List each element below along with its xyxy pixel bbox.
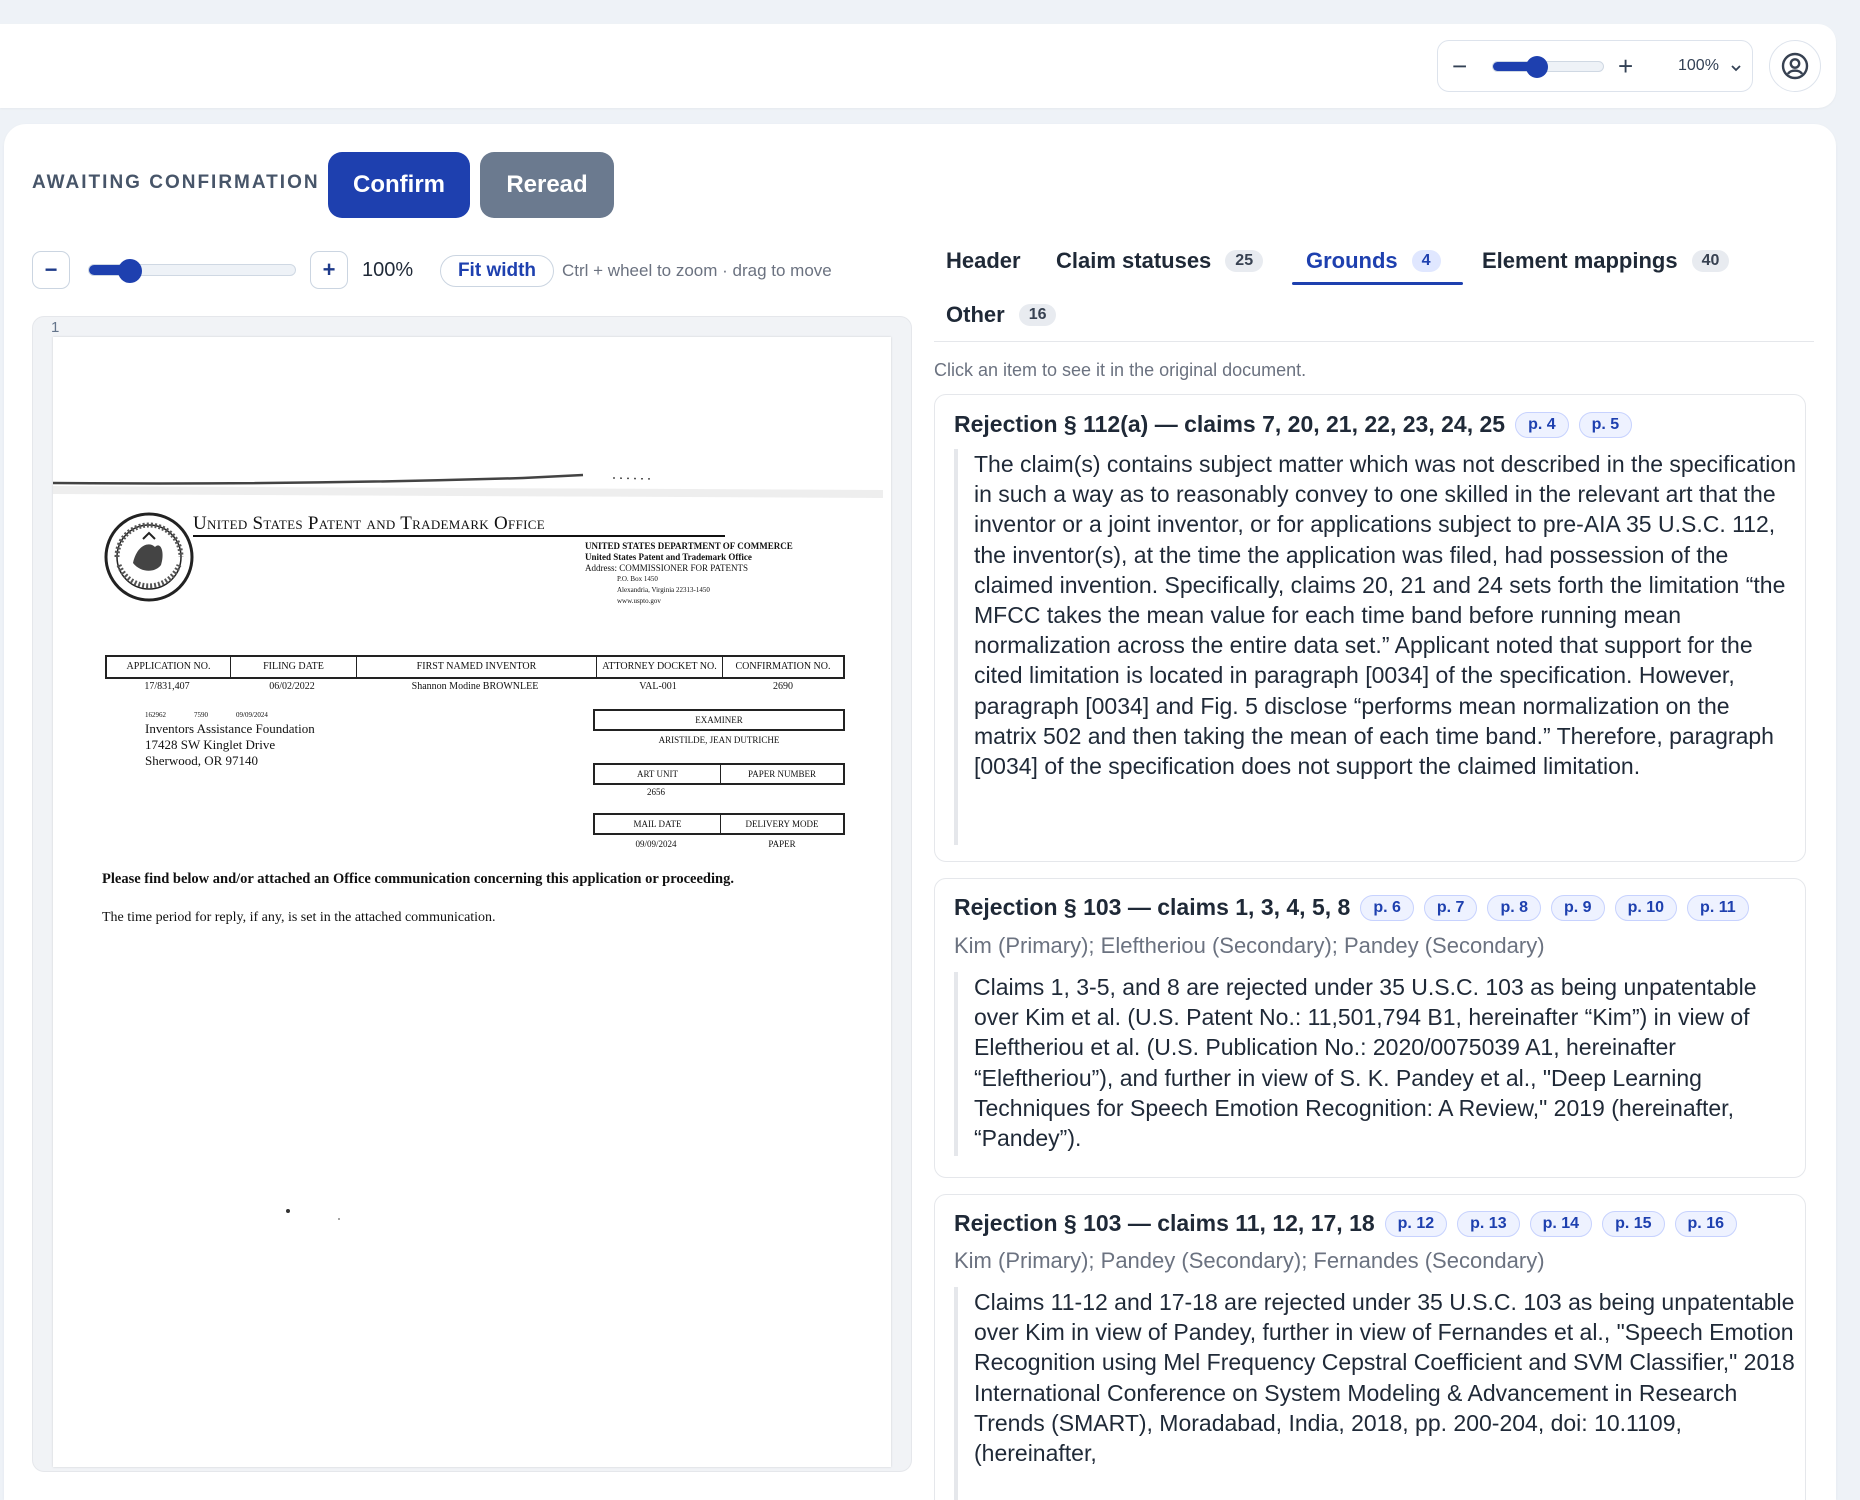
tab-element-mappings[interactable] — [1482, 248, 1729, 274]
mail-code: 7590 — [194, 711, 208, 719]
filing-date: 06/02/2022 — [269, 681, 315, 692]
ground-text: Claims 1, 3-5, and 8 are rejected under 35 U.S.C. 103 as being unpatentable over Kim et al. (U.S. Patent No.: 11,501,794 B1, hereinafter “Kim”) in view of Eleftheriou et al. (U.S. Publication No.: 2020/0075039 A1, hereinafter “Eleftheriou”), and further in view of S. K. Pandey et al., "Deep Learning Techniques for Speech Emotion Recognition: A Review," 2019 (hereinafter, “Pandey”). — [954, 972, 1796, 1156]
ground-title — [954, 411, 1632, 438]
document-page — [53, 337, 891, 1467]
address-line-4: www.uspto.gov — [617, 597, 661, 605]
page-chip[interactable]: p. 7 — [1424, 895, 1478, 921]
page-chip[interactable]: p. 8 — [1487, 895, 1541, 921]
mail-date: 09/09/2024 — [635, 839, 677, 849]
mail-code: 162962 — [145, 711, 166, 719]
application-table-values — [105, 681, 845, 692]
recipient-line: Inventors Assistance Foundation — [145, 721, 315, 736]
viewer-zoom-out-button[interactable]: − — [32, 251, 70, 289]
zoom-out-button[interactable]: − — [1452, 51, 1468, 81]
confirmation-no: 2690 — [773, 681, 793, 692]
tab-grounds[interactable] — [1306, 248, 1441, 274]
scan-artifacts — [53, 337, 891, 1467]
page-chip[interactable]: p. 11 — [1687, 895, 1749, 921]
mail-date-values — [593, 839, 845, 849]
document-viewer[interactable] — [32, 316, 912, 1472]
tab-label: Element mappings — [1482, 248, 1678, 273]
mail-date-label: MAIL DATE — [595, 815, 721, 833]
tab-count-badge: 4 — [1412, 250, 1441, 272]
fit-width-button[interactable]: Fit width — [440, 255, 554, 287]
col-filing-date: FILING DATE — [231, 657, 357, 677]
dept-name: UNITED STATES DEPARTMENT OF COMMERCE — [585, 541, 793, 551]
status-label: AWAITING CONFIRMATION — [32, 172, 320, 193]
recipient-line: Sherwood, OR 97140 — [145, 753, 259, 768]
account-button[interactable] — [1769, 40, 1821, 92]
page-chip[interactable]: p. 10 — [1615, 895, 1677, 921]
art-unit-label: ART UNIT — [595, 765, 721, 783]
recipient-address — [145, 721, 315, 769]
delivery-mode-label: DELIVERY MODE — [745, 819, 819, 829]
mail-code: 09/09/2024 — [236, 711, 268, 719]
address-line-3: Alexandria, Virginia 22313-1450 — [617, 586, 710, 594]
office-name: United States Patent and Trademark Office — [193, 513, 545, 534]
dept-office: United States Patent and Trademark Office — [585, 552, 752, 562]
viewer-zoom-slider[interactable] — [88, 264, 296, 276]
mail-codes — [145, 711, 268, 719]
viewer-hint: Ctrl + wheel to zoom · drag to move — [562, 261, 832, 280]
tab-count-badge: 40 — [1692, 250, 1730, 272]
tabs-divider — [934, 341, 1814, 342]
zoom-level-select[interactable]: 100% — [1678, 57, 1719, 74]
ground-card[interactable] — [934, 394, 1806, 862]
col-application-no: APPLICATION NO. — [107, 657, 231, 677]
art-unit: 2656 — [647, 787, 665, 797]
tab-count-badge: 16 — [1019, 304, 1057, 326]
office-notice: Please find below and/or attached an Office communication concerning this application or proceeding. — [102, 871, 734, 887]
page-number: 1 — [51, 319, 60, 336]
col-docket-no: ATTORNEY DOCKET NO. — [597, 657, 723, 677]
zoom-slider-handle[interactable] — [1526, 56, 1548, 78]
ground-title — [954, 894, 1749, 921]
grounds-list[interactable] — [934, 394, 1816, 1500]
zoom-in-button[interactable]: + — [1618, 51, 1634, 81]
uspto-seal-icon — [103, 511, 195, 603]
page-chip[interactable]: p. 14 — [1530, 1211, 1592, 1237]
address-line-2: P.O. Box 1450 — [617, 575, 658, 583]
chevron-down-icon[interactable] — [1730, 62, 1742, 74]
reread-button[interactable]: Reread — [480, 152, 614, 218]
tab-label: Header — [946, 248, 1021, 273]
page-chip[interactable]: p. 6 — [1360, 895, 1414, 921]
ground-references: Kim (Primary); Pandey (Secondary); Fernandes (Secondary) — [954, 1248, 1545, 1273]
tab-label: Claim statuses — [1056, 248, 1212, 273]
page-chip[interactable]: p. 13 — [1457, 1211, 1519, 1237]
viewer-zoom-in-button[interactable]: + — [310, 251, 348, 289]
delivery-mode: PAPER — [768, 839, 796, 849]
mail-date-box — [593, 813, 845, 835]
application-table-header — [105, 655, 845, 679]
time-period-notice: The time period for reply, if any, is set in the attached communication. — [102, 910, 496, 925]
col-first-inventor: FIRST NAMED INVENTOR — [357, 657, 597, 677]
tab-count-badge: 25 — [1225, 250, 1263, 272]
tab-header[interactable] — [946, 248, 1021, 274]
ground-title — [954, 1210, 1737, 1237]
paper-number-label: PAPER NUMBER — [748, 769, 816, 779]
page-chip[interactable]: p. 4 — [1515, 412, 1569, 438]
viewer-zoom-level: 100% — [362, 259, 414, 281]
art-unit-box — [593, 763, 845, 785]
page-chip[interactable]: p. 5 — [1579, 412, 1633, 438]
docket-no: VAL-001 — [639, 681, 677, 692]
page-chip[interactable]: p. 15 — [1602, 1211, 1664, 1237]
header-rule — [193, 535, 725, 537]
tab-label: Other — [946, 302, 1005, 327]
viewer-zoom-slider-handle[interactable] — [118, 259, 142, 283]
ground-text: Claims 11-12 and 17-18 are rejected under 35 U.S.C. 103 as being unpatentable over Kim in view of Pandey, further in view of Fernandes et al., "Speech Emotion Recognition using Mel Frequency Cepstral Coefficient and SVM Classifier," 2018 International Conference on System Modeling & Advancement in Research Trends (SMART), Moradabad, India, 2018, pp. 200-204, doi: 10.1109, (hereinafter, — [954, 1287, 1796, 1500]
application-no: 17/831,407 — [144, 681, 190, 692]
dept-address — [585, 541, 793, 607]
ground-card[interactable] — [934, 878, 1806, 1178]
user-circle-icon — [1780, 51, 1810, 81]
click-hint: Click an item to see it in the original document. — [934, 360, 1307, 380]
page-chip[interactable]: p. 9 — [1551, 895, 1605, 921]
tab-label: Grounds — [1306, 248, 1398, 273]
active-tab-indicator — [1292, 282, 1463, 285]
review-panel — [4, 124, 1836, 1500]
confirm-button[interactable]: Confirm — [328, 152, 470, 218]
ground-references: Kim (Primary); Eleftheriou (Secondary); Pandey (Secondary) — [954, 933, 1545, 958]
address-line-1: Address: COMMISSIONER FOR PATENTS — [585, 563, 748, 573]
recipient-line: 17428 SW Kinglet Drive — [145, 737, 276, 752]
ground-card[interactable] — [934, 1194, 1806, 1500]
ground-title-text: Rejection § 103 — claims 11, 12, 17, 18 — [954, 1210, 1375, 1236]
page-chip[interactable]: p. 16 — [1675, 1211, 1737, 1237]
tab-other[interactable] — [946, 302, 1056, 328]
examiner-name: ARISTILDE, JEAN DUTRICHE — [658, 735, 780, 745]
global-zoom-control — [1437, 40, 1753, 92]
first-inventor: Shannon Modine BROWNLEE — [411, 681, 539, 692]
page-chip[interactable]: p. 12 — [1385, 1211, 1447, 1237]
global-zoom-slider[interactable] — [1492, 61, 1604, 72]
tab-claim-statuses[interactable] — [1056, 248, 1263, 274]
col-confirmation-no: CONFIRMATION NO. — [735, 661, 831, 672]
ground-text: The claim(s) contains subject matter which was not described in the specification in such a way as to reasonably convey to one skilled in the relevant art that the inventor or a joint inventor, or for applications subject to pre-AIA 35 U.S.C. 112, the inventor(s), at the time the application was filed, had possession of the claimed invention. Specifically, claims 20, 21 and 24 sets forth the limitation “the MFCC takes the mean value for each time band before running mean normalization across the entire data set.” Applicant noted that support for the cited limitation is located in paragraph [0034] of the specification. However, paragraph [0034] and Fig. 5 disclose “performs mean normalization on the matrix 502 and then taking the mean of each time band.” Therefore, paragraph [0034] of the specification does not support the claimed limitation. — [954, 449, 1796, 845]
ground-title-text: Rejection § 103 — claims 1, 3, 4, 5, 8 — [954, 894, 1351, 920]
top-bar — [0, 24, 1836, 108]
ground-title-text: Rejection § 112(a) — claims 7, 20, 21, 22, 23, 24, 25 — [954, 411, 1506, 437]
examiner-label: EXAMINER — [593, 709, 845, 731]
